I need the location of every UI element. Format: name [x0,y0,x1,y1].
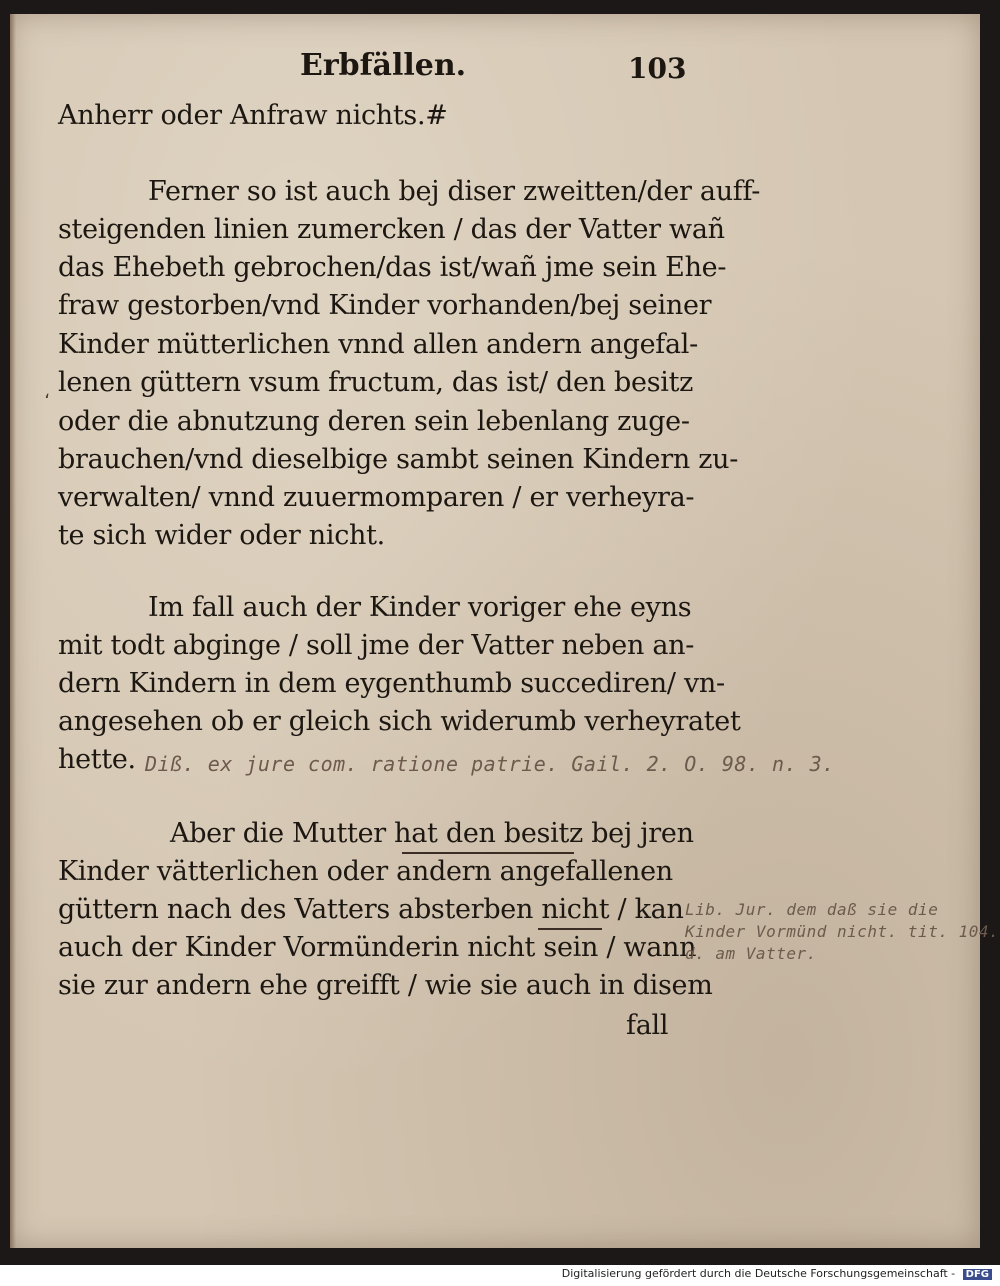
text-line: güttern nach des Vatters absterben nicht / kan [58,894,684,925]
text-line: angesehen ob er gleich sich widerumb verheyratet [58,706,741,737]
text-line: te sich wider oder nicht. [58,520,385,551]
text-line: Ferner so ist auch bej diser zweitten/der auff- [148,176,761,207]
text-line: Im fall auch der Kinder voriger ehe eyns [148,592,692,623]
text-line: Kinder mütterlichen vnnd allen andern angefal- [58,329,698,360]
text-line: sie zur andern ehe greifft / wie sie auch in disem [58,970,713,1001]
text-line: oder die abnutzung deren sein lebenlang zuge- [58,406,690,437]
credit-text: Digitalisierung gefördert durch die Deutsche Forschungsgemeinschaft - [561,1267,956,1280]
text-line: steigenden linien zumercken / das der Vatter wañ [58,214,725,245]
digitization-credit [562,1267,992,1280]
handwritten-note-inline: Diß. ex jure com. ratione patrie. Gail. 2. O. 98. n. 3. [145,752,835,776]
text-line: Aber die Mutter hat den besitz bej jren [170,818,694,849]
handwritten-underline [402,852,574,854]
text-line: brauchen/vnd dieselbige sambt seinen Kindern zu- [58,444,739,475]
page-number: 103 [628,52,687,85]
handwritten-margin-note-line: d. am Vatter. [685,944,817,963]
text-line: mit todt abginge / soll jme der Vatter neben an- [58,630,695,661]
page-binding-shadow [10,14,16,1248]
text-line: lenen güttern vsum fructum, das ist/ den besitz [58,367,694,398]
text-line: hette. [58,744,136,775]
text-line: verwalten/ vnnd zuuermomparen / er verheyra- [58,482,695,513]
handwritten-underline [538,928,602,930]
handwritten-margin-note-line: Kinder Vormünd nicht. tit. 104. [685,922,1000,941]
text-line: Kinder vätterlichen oder andern angefallenen [58,856,673,887]
margin-tick-mark: ، [44,382,50,403]
text-line: das Ehebeth gebrochen/das ist/wañ jme sein Ehe- [58,252,727,283]
text-line: Anherr oder Anfraw nichts.# [58,100,448,131]
dfg-logo: DFG [963,1269,992,1280]
running-head: Erbfällen. [300,48,467,83]
text-line: dern Kindern in dem eygenthumb succediren/ vn- [58,668,725,699]
catchword: fall [626,1010,669,1041]
handwritten-margin-note-line: Lib. Jur. dem daß sie die [685,900,939,919]
text-line: fraw gestorben/vnd Kinder vorhanden/bej seiner [58,290,712,321]
text-line: auch der Kinder Vormünderin nicht sein / wann [58,932,697,963]
